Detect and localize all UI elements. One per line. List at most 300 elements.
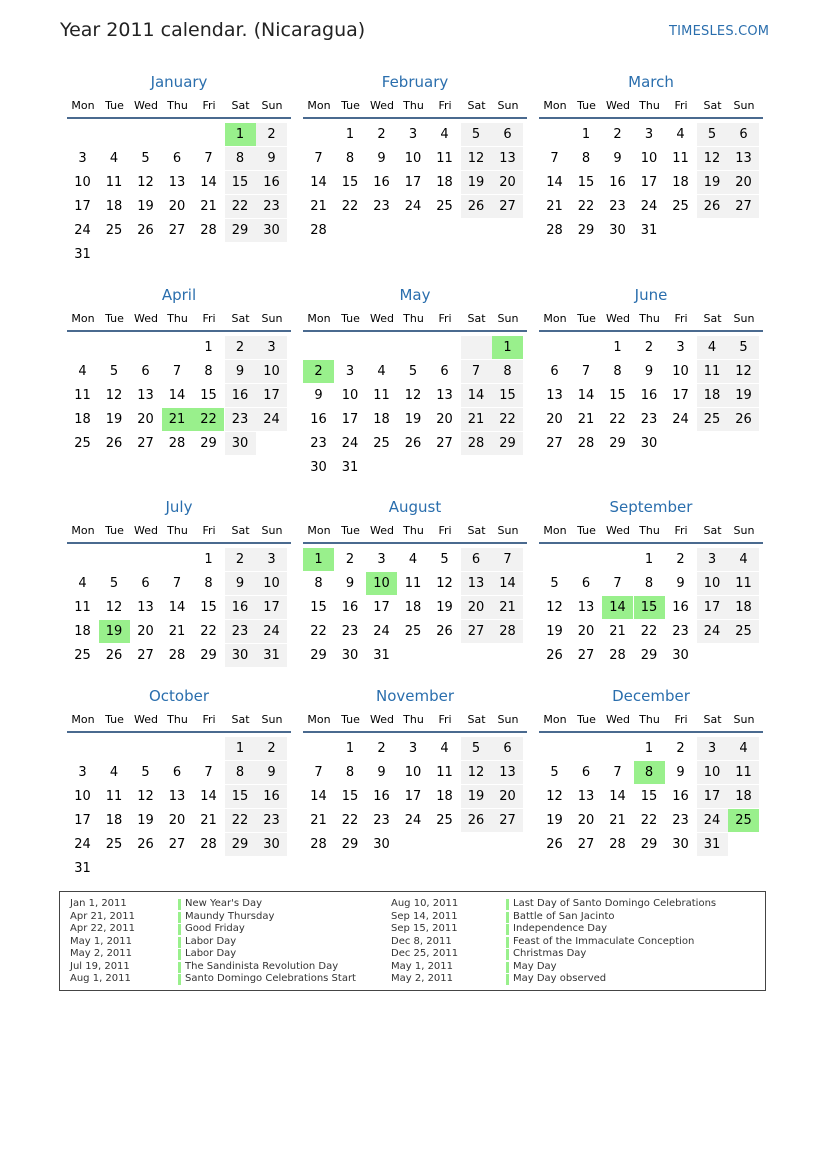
calendar-day[interactable]: 23 <box>256 809 287 832</box>
calendar-day[interactable]: 18 <box>404 600 422 615</box>
calendar-day[interactable]: 21 <box>310 813 327 828</box>
calendar-day[interactable]: 6 <box>141 576 150 591</box>
calendar-day[interactable]: 8 <box>492 360 523 383</box>
calendar-day[interactable]: 18 <box>105 813 123 828</box>
calendar-day[interactable]: 24 <box>672 412 689 427</box>
calendar-day[interactable]: 24 <box>373 624 390 639</box>
calendar-day[interactable]: 7 <box>613 765 622 780</box>
calendar-day[interactable]: 19 <box>137 813 154 828</box>
calendar-day[interactable]: 10 <box>74 175 91 190</box>
calendar-day[interactable]: 11 <box>105 175 123 190</box>
calendar-day[interactable]: 20 <box>436 412 453 427</box>
calendar-day[interactable]: 14 <box>577 388 595 403</box>
calendar-day[interactable]: 25 <box>436 199 453 214</box>
calendar-day[interactable]: 6 <box>461 548 492 571</box>
calendar-day[interactable]: 19 <box>404 412 422 427</box>
calendar-day[interactable]: 7 <box>581 364 591 379</box>
calendar-day[interactable]: 10 <box>640 151 658 166</box>
calendar-day[interactable]: 5 <box>141 765 150 780</box>
calendar-day[interactable]: 24 <box>640 199 658 214</box>
calendar-day[interactable]: 11 <box>728 572 759 595</box>
calendar-day[interactable]: 3 <box>697 548 728 571</box>
calendar-day[interactable]: 21 <box>492 596 523 619</box>
calendar-day[interactable]: 9 <box>256 147 287 170</box>
calendar-day[interactable]: 23 <box>609 199 626 214</box>
calendar-day[interactable]: 28 <box>310 837 327 852</box>
calendar-day[interactable]: 16 <box>373 175 390 190</box>
calendar-day[interactable]: 5 <box>109 364 119 379</box>
calendar-day[interactable]: 24 <box>256 620 287 643</box>
calendar-day[interactable]: 27 <box>492 195 523 218</box>
calendar-day[interactable]: 6 <box>172 151 182 166</box>
calendar-day[interactable]: 2 <box>256 737 287 760</box>
calendar-day[interactable]: 11 <box>672 151 689 166</box>
calendar-day[interactable]: 9 <box>225 360 256 383</box>
calendar-day[interactable]: 4 <box>440 127 449 142</box>
calendar-day[interactable]: 25 <box>672 199 689 214</box>
calendar-day[interactable]: 2 <box>345 552 355 567</box>
calendar-day[interactable]: 30 <box>310 460 327 475</box>
calendar-day[interactable]: 13 <box>461 572 492 595</box>
calendar-day[interactable]: 24 <box>697 809 728 832</box>
calendar-day[interactable]: 20 <box>577 624 595 639</box>
calendar-day[interactable]: 8 <box>204 364 213 379</box>
calendar-day[interactable]: 24 <box>404 813 422 828</box>
calendar-day[interactable]: 15 <box>609 388 626 403</box>
calendar-day[interactable]: 26 <box>105 436 123 451</box>
holiday-day[interactable]: 22 <box>193 408 224 431</box>
calendar-day[interactable]: 1 <box>644 741 654 756</box>
calendar-day[interactable]: 17 <box>404 175 422 190</box>
calendar-day[interactable]: 29 <box>200 648 217 663</box>
calendar-day[interactable]: 4 <box>728 548 759 571</box>
calendar-day[interactable]: 17 <box>74 199 91 214</box>
calendar-day[interactable]: 13 <box>137 600 154 615</box>
calendar-day[interactable]: 22 <box>341 199 359 214</box>
calendar-day[interactable]: 13 <box>168 789 186 804</box>
calendar-day[interactable]: 3 <box>408 741 418 756</box>
calendar-day[interactable]: 23 <box>373 199 390 214</box>
calendar-day[interactable]: 19 <box>137 199 154 214</box>
calendar-day[interactable]: 12 <box>436 576 453 591</box>
calendar-day[interactable]: 8 <box>314 576 323 591</box>
calendar-day[interactable]: 29 <box>200 436 217 451</box>
calendar-day[interactable]: 4 <box>728 737 759 760</box>
calendar-day[interactable]: 17 <box>640 175 658 190</box>
calendar-day[interactable]: 29 <box>640 648 658 663</box>
calendar-day[interactable]: 21 <box>200 199 217 214</box>
calendar-day[interactable]: 5 <box>550 576 559 591</box>
calendar-day[interactable]: 6 <box>728 123 759 146</box>
calendar-day[interactable]: 20 <box>168 813 186 828</box>
calendar-day[interactable]: 16 <box>373 789 390 804</box>
calendar-day[interactable]: 18 <box>672 175 689 190</box>
calendar-day[interactable]: 5 <box>697 123 728 146</box>
calendar-day[interactable]: 10 <box>256 572 287 595</box>
calendar-day[interactable]: 17 <box>404 789 422 804</box>
calendar-day[interactable]: 26 <box>404 436 422 451</box>
calendar-day[interactable]: 27 <box>137 648 154 663</box>
calendar-day[interactable]: 26 <box>105 648 123 663</box>
calendar-day[interactable]: 17 <box>672 388 689 403</box>
calendar-day[interactable]: 12 <box>546 600 563 615</box>
calendar-day[interactable]: 25 <box>436 813 453 828</box>
calendar-day[interactable]: 28 <box>609 648 626 663</box>
calendar-day[interactable]: 10 <box>697 761 728 784</box>
calendar-day[interactable]: 28 <box>200 837 217 852</box>
calendar-day[interactable]: 10 <box>404 765 422 780</box>
calendar-day[interactable]: 2 <box>256 123 287 146</box>
calendar-day[interactable]: 12 <box>728 360 759 383</box>
calendar-day[interactable]: 27 <box>168 223 186 238</box>
calendar-day[interactable]: 14 <box>168 388 186 403</box>
calendar-day[interactable]: 26 <box>546 837 563 852</box>
calendar-day[interactable]: 22 <box>225 809 256 832</box>
calendar-day[interactable]: 7 <box>204 765 213 780</box>
calendar-day[interactable]: 7 <box>550 151 559 166</box>
calendar-day[interactable]: 17 <box>373 600 390 615</box>
calendar-day[interactable]: 14 <box>546 175 563 190</box>
calendar-day[interactable]: 28 <box>200 223 217 238</box>
calendar-day[interactable]: 12 <box>105 388 123 403</box>
calendar-day[interactable]: 18 <box>74 412 91 427</box>
calendar-day[interactable]: 29 <box>341 837 359 852</box>
calendar-day[interactable]: 25 <box>74 436 91 451</box>
calendar-day[interactable]: 26 <box>137 837 154 852</box>
calendar-day[interactable]: 30 <box>225 432 256 455</box>
calendar-day[interactable]: 8 <box>345 151 355 166</box>
calendar-day[interactable]: 19 <box>697 171 728 194</box>
calendar-day[interactable]: 23 <box>672 813 689 828</box>
calendar-day[interactable]: 12 <box>105 600 123 615</box>
calendar-day[interactable]: 19 <box>728 384 759 407</box>
calendar-day[interactable]: 15 <box>225 171 256 194</box>
calendar-day[interactable]: 31 <box>74 247 91 262</box>
calendar-day[interactable]: 30 <box>609 223 626 238</box>
calendar-day[interactable]: 18 <box>436 175 453 190</box>
calendar-day[interactable]: 20 <box>728 171 759 194</box>
calendar-day[interactable]: 7 <box>492 548 523 571</box>
calendar-day[interactable]: 28 <box>546 223 563 238</box>
calendar-day[interactable]: 8 <box>581 151 591 166</box>
calendar-day[interactable]: 3 <box>676 340 685 355</box>
calendar-day[interactable]: 11 <box>404 576 422 591</box>
calendar-day[interactable]: 4 <box>697 336 728 359</box>
calendar-day[interactable]: 1 <box>225 737 256 760</box>
calendar-day[interactable]: 14 <box>168 600 186 615</box>
calendar-day[interactable]: 2 <box>377 127 386 142</box>
calendar-day[interactable]: 11 <box>436 151 453 166</box>
calendar-day[interactable]: 27 <box>461 620 492 643</box>
calendar-day[interactable]: 29 <box>225 219 256 242</box>
calendar-day[interactable]: 12 <box>137 175 154 190</box>
calendar-day[interactable]: 7 <box>314 151 323 166</box>
calendar-day[interactable]: 11 <box>728 761 759 784</box>
calendar-day[interactable]: 7 <box>613 576 622 591</box>
calendar-day[interactable]: 29 <box>640 837 658 852</box>
calendar-day[interactable]: 23 <box>256 195 287 218</box>
calendar-day[interactable]: 11 <box>436 765 453 780</box>
calendar-day[interactable]: 25 <box>74 648 91 663</box>
calendar-day[interactable]: 15 <box>200 600 217 615</box>
calendar-day[interactable]: 16 <box>225 384 256 407</box>
calendar-day[interactable]: 2 <box>676 552 685 567</box>
calendar-day[interactable]: 15 <box>341 789 359 804</box>
calendar-day[interactable]: 13 <box>168 175 186 190</box>
calendar-day[interactable]: 6 <box>581 576 591 591</box>
calendar-day[interactable]: 4 <box>109 765 119 780</box>
calendar-day[interactable]: 22 <box>341 813 359 828</box>
calendar-day[interactable]: 29 <box>577 223 595 238</box>
calendar-day[interactable]: 16 <box>341 600 359 615</box>
calendar-day[interactable]: 18 <box>105 199 123 214</box>
calendar-day[interactable]: 6 <box>141 364 150 379</box>
calendar-day[interactable]: 5 <box>408 364 418 379</box>
calendar-day[interactable]: 17 <box>74 813 91 828</box>
calendar-day[interactable]: 9 <box>256 761 287 784</box>
calendar-day[interactable]: 30 <box>225 644 256 667</box>
calendar-day[interactable]: 21 <box>609 624 626 639</box>
calendar-day[interactable]: 3 <box>256 548 287 571</box>
calendar-day[interactable]: 1 <box>345 127 355 142</box>
calendar-day[interactable]: 2 <box>225 336 256 359</box>
calendar-day[interactable]: 28 <box>609 837 626 852</box>
calendar-day[interactable]: 10 <box>256 360 287 383</box>
calendar-day[interactable]: 12 <box>697 147 728 170</box>
calendar-day[interactable]: 16 <box>310 412 327 427</box>
calendar-day[interactable]: 5 <box>141 151 150 166</box>
calendar-day[interactable]: 19 <box>436 600 453 615</box>
calendar-day[interactable]: 18 <box>728 596 759 619</box>
calendar-day[interactable]: 24 <box>74 223 91 238</box>
calendar-day[interactable]: 27 <box>577 648 595 663</box>
calendar-day[interactable]: 20 <box>137 412 154 427</box>
calendar-day[interactable]: 24 <box>256 408 287 431</box>
calendar-day[interactable]: 16 <box>609 175 626 190</box>
calendar-day[interactable]: 27 <box>546 436 563 451</box>
calendar-day[interactable]: 16 <box>672 600 689 615</box>
calendar-day[interactable]: 13 <box>546 388 563 403</box>
calendar-day[interactable]: 31 <box>341 460 359 475</box>
holiday-day[interactable]: 1 <box>225 123 256 146</box>
calendar-day[interactable]: 21 <box>310 199 327 214</box>
calendar-day[interactable]: 8 <box>613 364 622 379</box>
calendar-day[interactable]: 31 <box>373 648 390 663</box>
calendar-day[interactable]: 2 <box>225 548 256 571</box>
calendar-day[interactable]: 21 <box>168 624 186 639</box>
calendar-day[interactable]: 10 <box>341 388 359 403</box>
calendar-day[interactable]: 22 <box>640 624 658 639</box>
calendar-day[interactable]: 4 <box>109 151 119 166</box>
calendar-day[interactable]: 4 <box>408 552 418 567</box>
holiday-day[interactable]: 8 <box>634 761 665 784</box>
calendar-day[interactable]: 2 <box>676 741 685 756</box>
calendar-day[interactable]: 25 <box>404 624 422 639</box>
calendar-day[interactable]: 16 <box>640 388 658 403</box>
calendar-day[interactable]: 21 <box>577 412 595 427</box>
calendar-day[interactable]: 8 <box>204 576 213 591</box>
calendar-day[interactable]: 14 <box>492 572 523 595</box>
calendar-day[interactable]: 22 <box>492 408 523 431</box>
calendar-day[interactable]: 2 <box>613 127 622 142</box>
calendar-day[interactable]: 25 <box>728 620 759 643</box>
calendar-day[interactable]: 13 <box>436 388 453 403</box>
calendar-day[interactable]: 17 <box>341 412 359 427</box>
holiday-day[interactable]: 10 <box>366 572 397 595</box>
calendar-day[interactable]: 20 <box>546 412 563 427</box>
calendar-day[interactable]: 5 <box>109 576 119 591</box>
calendar-day[interactable]: 1 <box>644 552 654 567</box>
calendar-day[interactable]: 30 <box>672 648 689 663</box>
site-link[interactable]: TIMESLES.COM <box>669 24 770 39</box>
calendar-day[interactable]: 7 <box>172 576 182 591</box>
calendar-day[interactable]: 4 <box>78 364 87 379</box>
calendar-day[interactable]: 1 <box>581 127 591 142</box>
calendar-day[interactable]: 20 <box>168 199 186 214</box>
calendar-day[interactable]: 11 <box>74 600 91 615</box>
calendar-day[interactable]: 19 <box>105 412 123 427</box>
calendar-day[interactable]: 14 <box>609 789 626 804</box>
calendar-day[interactable]: 20 <box>492 785 523 808</box>
calendar-day[interactable]: 30 <box>640 436 658 451</box>
calendar-day[interactable]: 11 <box>373 388 390 403</box>
holiday-day[interactable]: 21 <box>162 408 193 431</box>
calendar-day[interactable]: 1 <box>613 340 622 355</box>
calendar-day[interactable]: 10 <box>672 364 689 379</box>
calendar-day[interactable]: 13 <box>728 147 759 170</box>
calendar-day[interactable]: 10 <box>74 789 91 804</box>
calendar-day[interactable]: 17 <box>697 596 728 619</box>
holiday-day[interactable]: 15 <box>634 596 665 619</box>
calendar-day[interactable]: 17 <box>256 384 287 407</box>
calendar-day[interactable]: 30 <box>341 648 359 663</box>
calendar-day[interactable]: 10 <box>697 572 728 595</box>
calendar-day[interactable]: 31 <box>74 861 91 876</box>
calendar-day[interactable]: 30 <box>256 833 287 856</box>
calendar-day[interactable]: 3 <box>78 151 87 166</box>
calendar-day[interactable]: 12 <box>461 147 492 170</box>
calendar-day[interactable]: 9 <box>377 765 386 780</box>
calendar-day[interactable]: 19 <box>461 785 492 808</box>
calendar-day[interactable]: 1 <box>345 741 355 756</box>
calendar-day[interactable]: 24 <box>697 620 728 643</box>
calendar-day[interactable]: 30 <box>373 837 390 852</box>
calendar-day[interactable]: 18 <box>728 785 759 808</box>
calendar-day[interactable]: 20 <box>137 624 154 639</box>
calendar-day[interactable]: 9 <box>676 765 685 780</box>
calendar-day[interactable]: 3 <box>697 737 728 760</box>
calendar-day[interactable]: 4 <box>78 576 87 591</box>
calendar-day[interactable]: 3 <box>408 127 418 142</box>
calendar-day[interactable]: 26 <box>137 223 154 238</box>
calendar-day[interactable]: 21 <box>461 408 492 431</box>
calendar-day[interactable]: 31 <box>640 223 658 238</box>
calendar-day[interactable]: 26 <box>461 195 492 218</box>
calendar-day[interactable]: 1 <box>204 552 213 567</box>
calendar-day[interactable]: 23 <box>640 412 658 427</box>
calendar-day[interactable]: 27 <box>728 195 759 218</box>
calendar-day[interactable]: 16 <box>256 171 287 194</box>
calendar-day[interactable]: 14 <box>310 175 327 190</box>
calendar-day[interactable]: 12 <box>461 761 492 784</box>
calendar-day[interactable]: 9 <box>377 151 386 166</box>
calendar-day[interactable]: 1 <box>204 340 213 355</box>
calendar-day[interactable]: 26 <box>728 408 759 431</box>
calendar-day[interactable]: 15 <box>640 789 658 804</box>
calendar-day[interactable]: 26 <box>697 195 728 218</box>
calendar-day[interactable]: 18 <box>697 384 728 407</box>
calendar-day[interactable]: 21 <box>609 813 626 828</box>
calendar-day[interactable]: 18 <box>373 412 390 427</box>
calendar-day[interactable]: 3 <box>78 765 87 780</box>
calendar-day[interactable]: 7 <box>461 360 492 383</box>
calendar-day[interactable]: 29 <box>310 648 327 663</box>
calendar-day[interactable]: 2 <box>377 741 386 756</box>
calendar-day[interactable]: 12 <box>546 789 563 804</box>
calendar-day[interactable]: 4 <box>676 127 685 142</box>
calendar-day[interactable]: 28 <box>168 436 186 451</box>
calendar-day[interactable]: 28 <box>310 223 327 238</box>
calendar-day[interactable]: 26 <box>461 809 492 832</box>
calendar-day[interactable]: 11 <box>105 789 123 804</box>
holiday-day[interactable]: 19 <box>99 620 130 643</box>
calendar-day[interactable]: 9 <box>314 388 323 403</box>
holiday-day[interactable]: 2 <box>303 360 334 383</box>
calendar-day[interactable]: 6 <box>440 364 449 379</box>
holiday-day[interactable]: 1 <box>303 548 334 571</box>
calendar-day[interactable]: 15 <box>577 175 595 190</box>
calendar-day[interactable]: 30 <box>256 219 287 242</box>
calendar-day[interactable]: 18 <box>74 624 91 639</box>
calendar-day[interactable]: 26 <box>436 624 453 639</box>
calendar-day[interactable]: 8 <box>225 761 256 784</box>
calendar-day[interactable]: 6 <box>492 123 523 146</box>
calendar-day[interactable]: 14 <box>461 384 492 407</box>
calendar-day[interactable]: 4 <box>440 741 449 756</box>
calendar-day[interactable]: 7 <box>204 151 213 166</box>
calendar-day[interactable]: 5 <box>461 123 492 146</box>
calendar-day[interactable]: 19 <box>546 813 563 828</box>
calendar-day[interactable]: 31 <box>256 644 287 667</box>
calendar-day[interactable]: 22 <box>609 412 626 427</box>
holiday-day[interactable]: 25 <box>728 809 759 832</box>
calendar-day[interactable]: 3 <box>377 552 386 567</box>
calendar-day[interactable]: 21 <box>546 199 563 214</box>
calendar-day[interactable]: 24 <box>404 199 422 214</box>
calendar-day[interactable]: 5 <box>728 336 759 359</box>
calendar-day[interactable]: 19 <box>461 171 492 194</box>
calendar-day[interactable]: 12 <box>137 789 154 804</box>
calendar-day[interactable]: 17 <box>697 785 728 808</box>
calendar-day[interactable]: 30 <box>672 837 689 852</box>
calendar-day[interactable]: 13 <box>577 789 595 804</box>
calendar-day[interactable]: 15 <box>341 175 359 190</box>
calendar-day[interactable]: 27 <box>577 837 595 852</box>
calendar-day[interactable]: 5 <box>550 765 559 780</box>
calendar-day[interactable]: 7 <box>314 765 323 780</box>
calendar-day[interactable]: 20 <box>461 596 492 619</box>
calendar-day[interactable]: 6 <box>550 364 559 379</box>
calendar-day[interactable]: 15 <box>225 785 256 808</box>
calendar-day[interactable]: 24 <box>341 436 359 451</box>
calendar-day[interactable]: 22 <box>200 624 217 639</box>
calendar-day[interactable]: 11 <box>74 388 91 403</box>
calendar-day[interactable]: 13 <box>137 388 154 403</box>
calendar-day[interactable]: 3 <box>256 336 287 359</box>
calendar-day[interactable]: 22 <box>577 199 595 214</box>
calendar-day[interactable]: 6 <box>492 737 523 760</box>
calendar-day[interactable]: 23 <box>225 408 256 431</box>
